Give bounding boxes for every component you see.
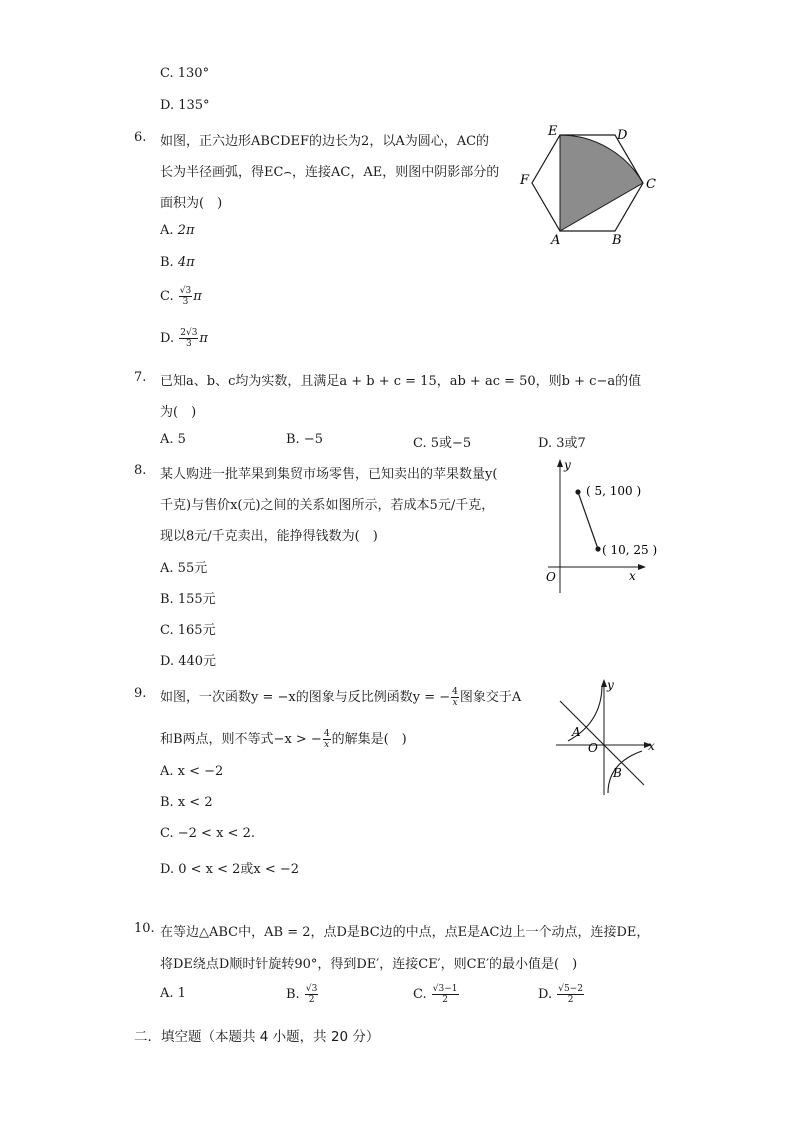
q9-x-label: x <box>648 739 655 753</box>
q6-option-b: B. 4π <box>160 255 195 270</box>
label-f: F <box>520 173 530 188</box>
q8-x-label: x <box>629 569 636 583</box>
q8-point-1 <box>575 489 580 494</box>
label-e: E <box>548 124 558 139</box>
q6-number: 6. <box>134 130 147 145</box>
q10-option-a: A. 1 <box>160 986 186 1001</box>
q9-option-d: D. 0 < x < 2或x < −2 <box>160 862 300 877</box>
q8-x-arrow <box>638 564 646 570</box>
q7-option-d: D. 3或7 <box>538 436 586 451</box>
shaded-sector <box>560 135 643 231</box>
q7-number: 7. <box>134 370 147 385</box>
section-2-title: 二．填空题（本题共 4 小题，共 20 分） <box>134 1029 380 1045</box>
q8-stem-line1: 某人购进一批苹果到集贸市场零售，已知卖出的苹果数量y( <box>160 467 498 482</box>
q7-option-c: C. 5或−5 <box>413 436 472 451</box>
q5-option-c: C. 130° <box>160 66 210 81</box>
q8-number: 8. <box>134 463 147 478</box>
hexagon-figure <box>515 120 665 250</box>
q9-stem-line2: 和B两点，则不等式−x > − $\frac{4}{x}$ 的解集是( ) <box>160 729 407 750</box>
q8-option-a: A. 55元 <box>160 561 208 576</box>
q7-option-b: B. −5 <box>286 432 323 447</box>
q8-origin-label: O <box>546 570 556 584</box>
q8-segment <box>578 492 598 549</box>
q6-option-d: D. $\frac{2√3}{3}$ π <box>160 328 208 349</box>
q9-point-a-label: A <box>572 725 581 739</box>
q7-option-a: A. 5 <box>160 432 186 447</box>
q8-point2-label: ( 10, 25 ) <box>602 543 658 557</box>
q10-option-b: B. $\frac{√3}{2}$ <box>286 984 318 1005</box>
q8-graph <box>540 455 670 595</box>
q8-point-2 <box>595 546 600 551</box>
q9-origin-label: O <box>588 741 598 755</box>
q9-stem-line1: 如图，一次函数y = −x的图象与反比例函数y = − $\frac{4}{x}$ 图象交于A <box>160 687 522 708</box>
q5-option-d: D. 135° <box>160 98 210 113</box>
q8-option-d: D. 440元 <box>160 654 217 669</box>
q9-number: 9. <box>134 686 147 701</box>
q9-option-c: C. −2 < x < 2. <box>160 826 255 841</box>
q8-point1-label: ( 5, 100 ) <box>586 484 642 498</box>
q7-stem-line1: 已知a、b、c均为实数，且满足a + b + c = 15，ab + ac = 50，则b + c−a的值 <box>160 374 642 389</box>
label-b: B <box>612 233 622 248</box>
label-c: C <box>646 177 656 192</box>
q7-stem-line2: 为( ) <box>160 405 197 420</box>
q10-number: 10. <box>134 921 155 936</box>
q8-y-arrow <box>557 459 563 467</box>
q6-stem-line2: 长为半径画弧，得EC⌢，连接AC，AE，则图中阴影部分的 <box>160 165 500 180</box>
q9-option-a: A. x < −2 <box>160 764 224 779</box>
q6-option-c: C. $\frac{√3}{3}$ π <box>160 286 202 307</box>
q9-point-b-label: B <box>613 766 622 780</box>
q6-option-a: A. 2π <box>160 223 195 238</box>
q9-graph <box>548 673 668 798</box>
label-d: D <box>617 128 628 143</box>
q9-line <box>560 701 644 785</box>
q10-stem-line2: 将DE绕点D顺时针旋转90°，得到DE′，连接CE′，则CE′的最小值是( ) <box>160 957 578 972</box>
q8-option-b: B. 155元 <box>160 592 216 607</box>
q9-y-label: y <box>607 678 614 692</box>
q8-stem-line2: 千克)与售价x(元)之间的关系如图所示，若成本5元/千克， <box>160 498 495 513</box>
q8-stem-line3: 现以8元/千克卖出，能挣得钱数为( ) <box>160 529 378 544</box>
q10-stem-line1: 在等边△ABC中，AB = 2，点D是BC边的中点，点E是AC边上一个动点，连接DE， <box>160 925 650 940</box>
q10-option-c: C. $\frac{√3-1}{2}$ <box>413 984 458 1005</box>
q8-y-label: y <box>564 458 571 472</box>
q9-option-b: B. x < 2 <box>160 795 213 810</box>
q8-option-c: C. 165元 <box>160 623 216 638</box>
q6-stem-line3: 面积为( ) <box>160 196 223 211</box>
label-a: A <box>551 233 561 248</box>
q6-stem-line1: 如图，正六边形ABCDEF的边长为2，以A为圆心，AC的 <box>160 134 490 149</box>
q10-option-d: D. $\frac{√5-2}{2}$ <box>538 984 583 1005</box>
